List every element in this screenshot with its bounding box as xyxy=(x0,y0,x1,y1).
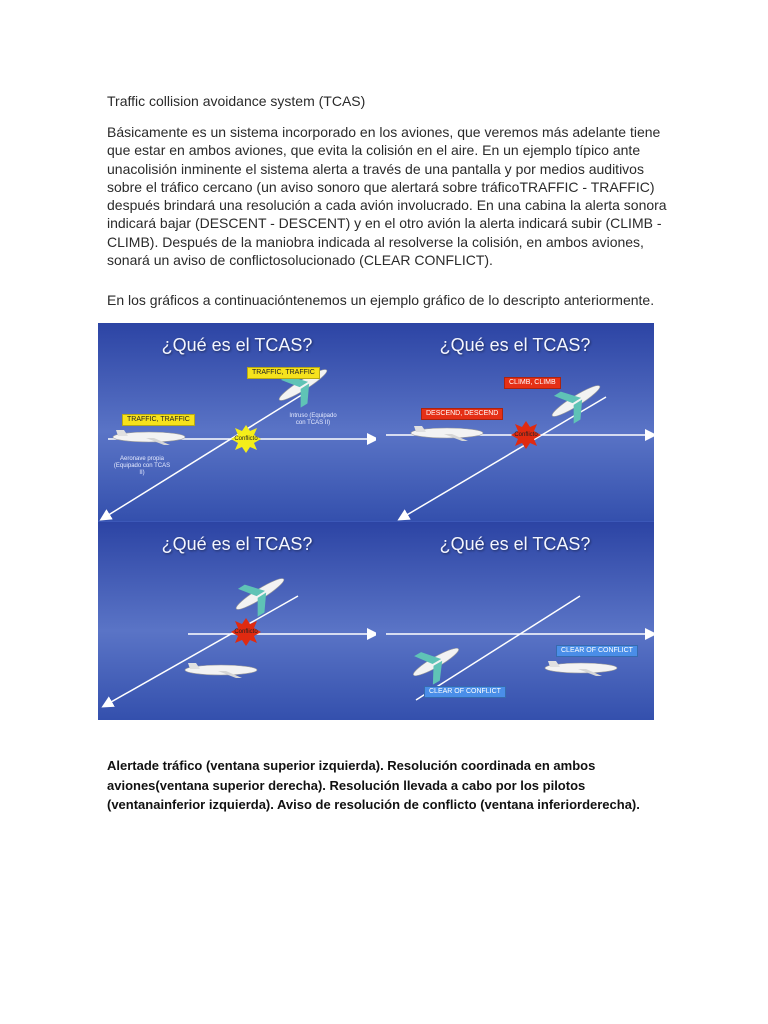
own-aircraft-label: Aeronave propia (Equipado con TCAS II) xyxy=(113,456,171,476)
descend-tag: DESCEND, DESCEND xyxy=(421,408,503,420)
document-title: Traffic collision avoidance system (TCAS) xyxy=(107,93,366,109)
clear-tag-intruder: CLEAR OF CONFLICT xyxy=(424,686,506,698)
traffic-tag-intruder: TRAFFIC, TRAFFIC xyxy=(247,367,320,379)
panel-pilot-maneuver xyxy=(98,522,376,720)
body-paragraph-1: Básicamente es un sistema incorporado en los aviones, que veremos más adelante tiene que estar en ambos aviones, que evita la colisión en el aire. En un ejemplo típico ante unacolisión inminente el sistema alerta a través de una pantalla y por medios auditivos sobre el tráfico cercano (un aviso sonoro que alertará sobre tráficoTRAFFIC - TRAFFIC) después brindará una resolución a cada avión involucrado. En una cabina la alerta sonora indicará bajar (DESCENT - DESCENT) y en el otro avión la alerta indicará subir (CLIMB - CLIMB). Después de la maniobra indicada al resolverse la colisión, en ambos aviones, sonará un aviso de conflictosolucionado (CLEAR CONFLICT). xyxy=(107,124,667,269)
panel-title: ¿Qué es el TCAS? xyxy=(439,534,591,554)
panel-clear-of-conflict xyxy=(376,522,654,720)
panel-resolution-advisory xyxy=(376,323,654,521)
traffic-tag-own: TRAFFIC, TRAFFIC xyxy=(122,414,195,426)
intruder-label: Intruso (Equipado con TCAS II) xyxy=(289,413,337,426)
panel-title: ¿Qué es el TCAS? xyxy=(439,335,591,355)
figure-caption: Alertade tráfico (ventana superior izquierda). Resolución coordinada en ambos aviones(ventana superior derecha). Resolución llevada a cabo por los pilotos (ventanainferior izquierda). Aviso de resolución de conflicto (ventana inferiorderecha). xyxy=(107,758,640,812)
conflict-label: Conflicto xyxy=(234,436,258,442)
panel-traffic-advisory xyxy=(98,323,376,521)
conflict-label: Conflicto xyxy=(234,629,258,635)
panel-title: ¿Qué es el TCAS? xyxy=(161,335,313,355)
conflict-label: Conflicto xyxy=(514,432,538,438)
climb-tag: CLIMB, CLIMB xyxy=(504,377,561,389)
clear-tag-own: CLEAR OF CONFLICT xyxy=(556,645,638,657)
body-paragraph-2: En los gráficos a continuacióntenemos un ejemplo gráfico de lo descripto anteriormente. xyxy=(107,292,655,308)
tcas-figure xyxy=(98,323,654,720)
panel-title: ¿Qué es el TCAS? xyxy=(161,534,313,554)
